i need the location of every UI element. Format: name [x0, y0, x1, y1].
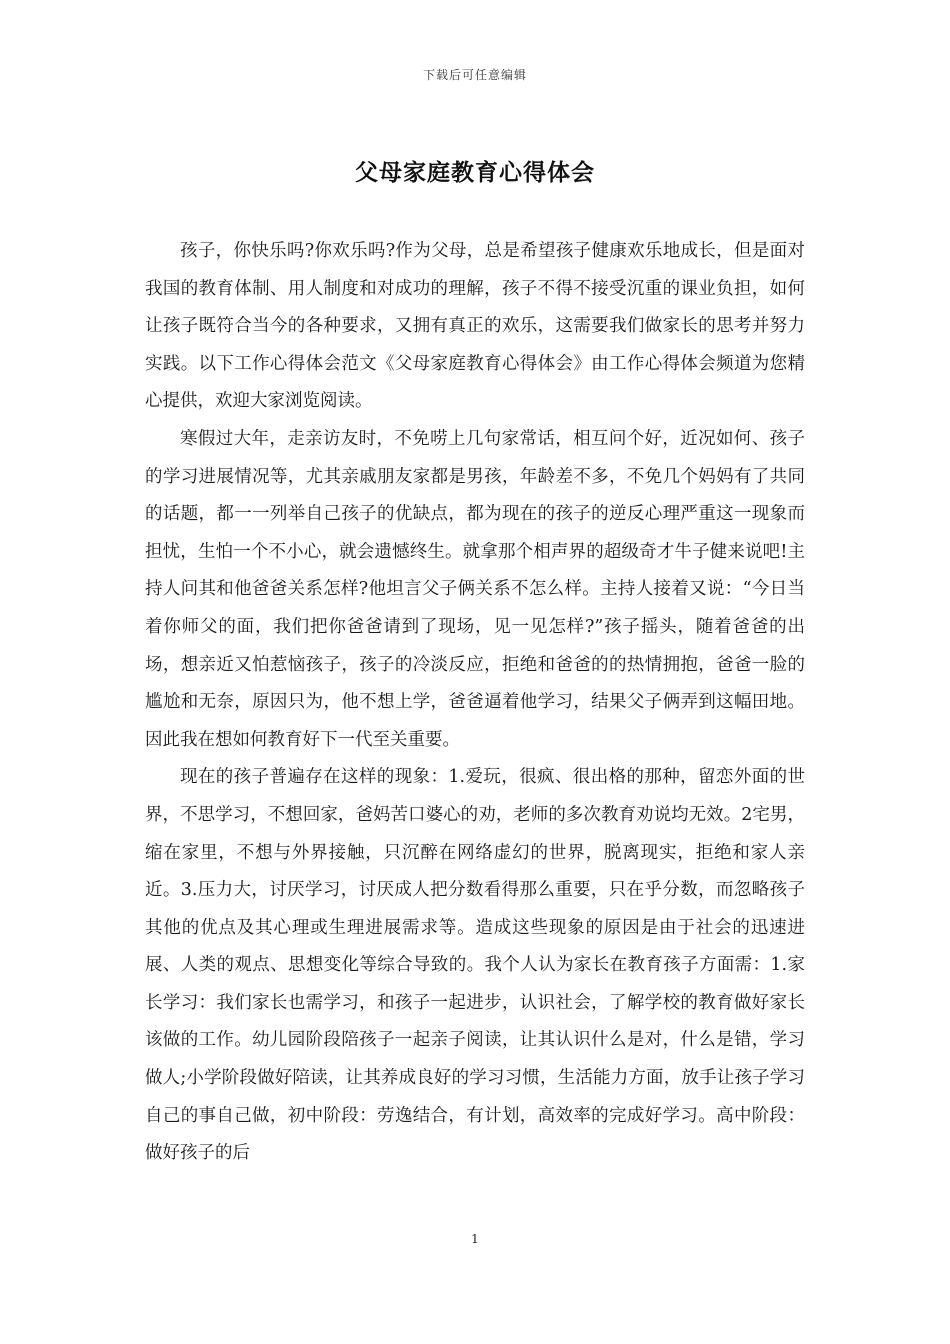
document-body — [145, 233, 805, 1173]
paragraph-intro: 孩子，你快乐吗?你欢乐吗?作为父母，总是希望孩子健康欢乐地成长，但是面对我国的教育体制、用人制度和对成功的理解，孩子不得不接受沉重的课业负担，如何让孩子既符合当今的各种要求，又拥有真正的欢乐，这需要我们做家长的思考并努力实践。以下工作心得体会范文《父母家庭教育心得体会》由工作心得体会频道为您精心提供，欢迎大家浏览阅读。 — [145, 241, 805, 412]
document-title: 父母家庭教育心得体会 — [355, 159, 595, 186]
page-header: 下载后可任意编辑 — [422, 68, 527, 82]
page-number: 1 — [471, 1232, 479, 1246]
paragraph-new-year: 寒假过大年，走亲访友时，不免唠上几句家常话，相互问个好，近况如何、孩子的学习进展情况等，尤其亲戚朋友家都是男孩，年龄差不多，不免几个妈妈有了共同的话题，都一一列举自己孩子的优缺点，都为现在的孩子的逆反心理严重这一现象而担忧，生怕一个不小心，就会遗憾终生。就拿那个相声界的超级奇才牛子健来说吧!主持人问其和他爸爸关系怎样?他坦言父子俩关系不怎么样。主持人接着又说：“今日当着你师父的面，我们把你爸爸请到了现场，见一见怎样?”孩子摇头，随着爸爸的出场，想亲近又怕惹恼孩子，孩子的冷淡反应，拒绝和爸爸的的热情拥抱，爸爸一脸的尴尬和无奈，原因只为，他不想上学，爸爸逼着他学习，结果父子俩弄到这幅田地。因此我在想如何教育好下一代至关重要。 — [145, 428, 805, 750]
paragraph-phenomena: 现在的孩子普遍存在这样的现象：1.爱玩，很疯、很出格的那种，留恋外面的世界，不思学习，不想回家，爸妈苦口婆心的劝，老师的多次教育劝说均无效。2宅男，缩在家里，不想与外界接触，只沉醉在网络虚幻的世界，脱离现实，拒绝和家人亲近。3.压力大，讨厌学习，讨厌成人把分数看得那么重要，只在乎分数，而忽略孩子其他的优点及其心理或生理进展需求等。造成这些现象的原因是由于社会的迅速进展、人类的观点、思想变化等综合导致的。我个人认为家长在教育孩子方面需：1.家长学习：我们家长也需学习，和孩子一起进步，认识社会，了解学校的教育做好家长该做的工作。幼儿园阶段陪孩子一起亲子阅读，让其认识什么是对，什么是错，学习做人;小学阶段做好陪读，让其养成良好的学习习惯，生活能力方面，放手让孩子学习自己的事自己做，初中阶段：劳逸结合，有计划，高效率的完成好学习。高中阶段：做好孩子的后 — [145, 767, 805, 1164]
